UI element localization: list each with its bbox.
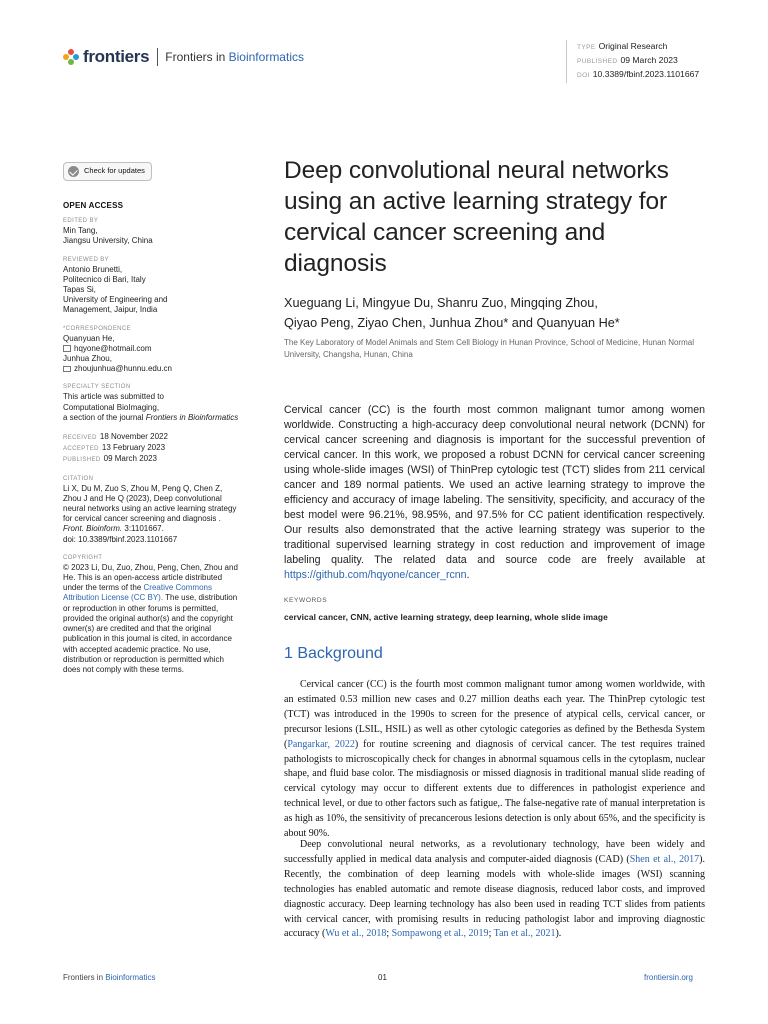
section-heading: 1 Background [284, 645, 383, 662]
ref-link[interactable]: Sompawong et al., 2019 [391, 928, 489, 940]
ref-link[interactable]: Pangarkar, 2022 [287, 738, 355, 750]
article-meta [566, 40, 699, 83]
ref-link[interactable]: Wu et al., 2018 [325, 928, 387, 940]
page-number: 01 [378, 973, 387, 982]
edited-by-label: EDITED BY [63, 218, 99, 225]
license-link[interactable]: Creative Commons Attribution License (CC BY). [63, 583, 212, 603]
edited-by: Min Tang, Jiangsu University, China [63, 226, 153, 246]
open-access-label: OPEN ACCESS [63, 201, 124, 210]
check-for-updates-button[interactable]: Check for updates [63, 162, 152, 181]
meta-published: PUBLISHED 09 March 2023 [577, 55, 678, 66]
frontiers-logo[interactable] [63, 47, 304, 67]
email-link-2[interactable]: zhoujunhua@hunnu.edu.cn [74, 364, 172, 374]
specialty-section: This article was submitted to Computational BioImaging, a section of the journal Frontiers in Bioinformatics [63, 392, 239, 422]
article-title: Deep convolutional neural networks using an active learning strategy for cervical cancer screening and diagnosis [284, 157, 669, 277]
sidebar [63, 162, 241, 675]
affiliation: The Key Laboratory of Model Animals and Stem Cell Biology in Hunan Province, School of Medicine, Hunan Normal University, Changsha, Hunan, China [284, 338, 694, 359]
mail-icon [63, 345, 71, 352]
reviewed-by: Antonio Brunetti, Politecnico di Bari, Italy Tapas Si, University of Engineering and Management, Jaipur, India [63, 264, 168, 315]
footer-site-link[interactable]: frontiersin.org [644, 973, 693, 982]
keywords-label: KEYWORDS [284, 597, 328, 604]
brand-name: frontiers [83, 47, 150, 66]
author-list: Xueguang Li, Mingyue Du, Shanru Zuo, Mingqing Zhou, Qiyao Peng, Ziyao Chen, Junhua Zhou* and Quanyuan He* [284, 296, 620, 330]
body-paragraph-1: Cervical cancer (CC) is the fourth most common malignant tumor among women worldwide, with an estimated 0.53 million new cases and 0.27 million deaths each year. The ThinPrep cytologic test (TCT) was introduced in the 1990s to screen for the presence of atypical cells, cervical cancer, or precursor lesions (LSIL, HSIL) as well as other cytologic categories as defined by the Bethesda System (Pangarkar, 2022) for routine screening and diagnosis of cervical cancer. The test requires trained pathologists to microscopically check for changes in abnormal squamous cells in the cytoplasm, nuclear shape, and fluid base color. The misdiagnosis or missed diagnosis in traditional manual slide reading of cervical cytology may occur to different extents due to differences in pathologist experience and technical level, or due to other factors such as fatigue,. The false-negative rate of manual interpretation is as high as 10%, the sensitivity of precancerous lesions detection is only about 65%, and the specificity is about 90%. [284, 679, 705, 840]
check-icon [68, 166, 79, 177]
email-link-1[interactable]: hqyone@hotmail.com [74, 343, 152, 353]
copyright: © 2023 Li, Du, Zuo, Zhou, Peng, Chen, Zhou and He. This is an open-access article distributed under the terms of the Creative Commons Attribution License (CC BY). The use, distribution or reproduction in other forums is permitted, provided the original author(s) and the copyright owner(s) are credited and that the original publication in this journal is cited, in accordance with accepted academic practice. No use, distribution or reproduction is permitted which does not comply with these terms. [63, 562, 238, 674]
footer-journal: Frontiers in Bioinformatics [63, 973, 156, 982]
citation-label: CITATION [63, 475, 94, 482]
keywords: cervical cancer, CNN, active learning strategy, deep learning, whole slide image [284, 612, 608, 622]
abstract: Cervical cancer (CC) is the fourth most common malignant tumor among women worldwide. Constructing a high-accuracy deep convolutional neural network (DCNN) for cervical cancer screening and diagnosis is important for the successful prevention of cervical cancer. In this work, we proposed a robust DCNN for cervical cancer screening using whole-slide images (WSI) of ThinPrep cytologic test (TCT) slides from 211 cervical cancer and 189 normal patients. We used an active learning strategy to improve the efficiency and accuracy of image labeling. The sensitivity, specificity, and accuracy of the best model were 96.21%, 98.95%, and 97.5% for CC patient identification respectively. Our results also demonstrated that the active learning strategy was superior to the traditional supervised learning strategy in cost reduction and improvement of image labeling quality. The related data and source code are freely available at https://github.com/hqyone/cancer_rcnn. [284, 404, 705, 581]
frontiers-logo-icon [63, 49, 79, 65]
header-divider [157, 48, 158, 66]
copyright-label: COPYRIGHT [63, 554, 103, 561]
specialty-section-label: SPECIALTY SECTION [63, 384, 131, 391]
correspondence-label: *CORRESPONDENCE [63, 325, 132, 332]
ref-link[interactable]: Shen et al., 2017 [629, 853, 700, 865]
dates: RECEIVED 18 November 2022 ACCEPTED 13 February 2023 PUBLISHED 09 March 2023 [63, 432, 168, 464]
meta-type: TYPE Original Research [577, 41, 668, 51]
mail-icon [63, 366, 71, 373]
citation: Li X, Du M, Zuo S, Zhou M, Peng Q, Chen Z, Zhou J and He Q (2023), Deep convolutional neural networks using an active learning strategy for cervical cancer screening and diagnosis . Front. Bioinform. 3:1101667. doi: 10.3389/fbinf.2023.1101667 [63, 483, 237, 544]
correspondence: Quanyuan He, hqyone@hotmail.com Junhua Zhou, zhoujunhua@hunnu.edu.cn [63, 333, 172, 374]
github-link[interactable]: https://github.com/hqyone/cancer_rcnn [284, 569, 467, 581]
body-paragraph-2: Deep convolutional neural networks, as a revolutionary technology, have been widely and successfully applied in medical data analysis and computer-aided diagnosis (CAD) (Shen et al., 2017). Recently, the combination of deep learning models with whole-slide images (WSI) scanning technologies has enabled automatic and remote disease diagnosis, reduced labor costs, and improved diagnostic accuracy. Deep learning technology has also been used in reading TCT slides from patients with cervical cancer, with promising results in reducing pathologist labor and improving diagnostic accuracy (Wu et al., 2018; Sompawong et al., 2019; Tan et al., 2021). [284, 839, 706, 940]
ref-link[interactable]: Tan et al., 2021 [493, 928, 556, 940]
journal-name: Frontiers in Bioinformatics [165, 50, 304, 64]
meta-doi: DOI 10.3389/fbinf.2023.1101667 [577, 69, 700, 80]
reviewed-by-label: REVIEWED BY [63, 256, 110, 263]
